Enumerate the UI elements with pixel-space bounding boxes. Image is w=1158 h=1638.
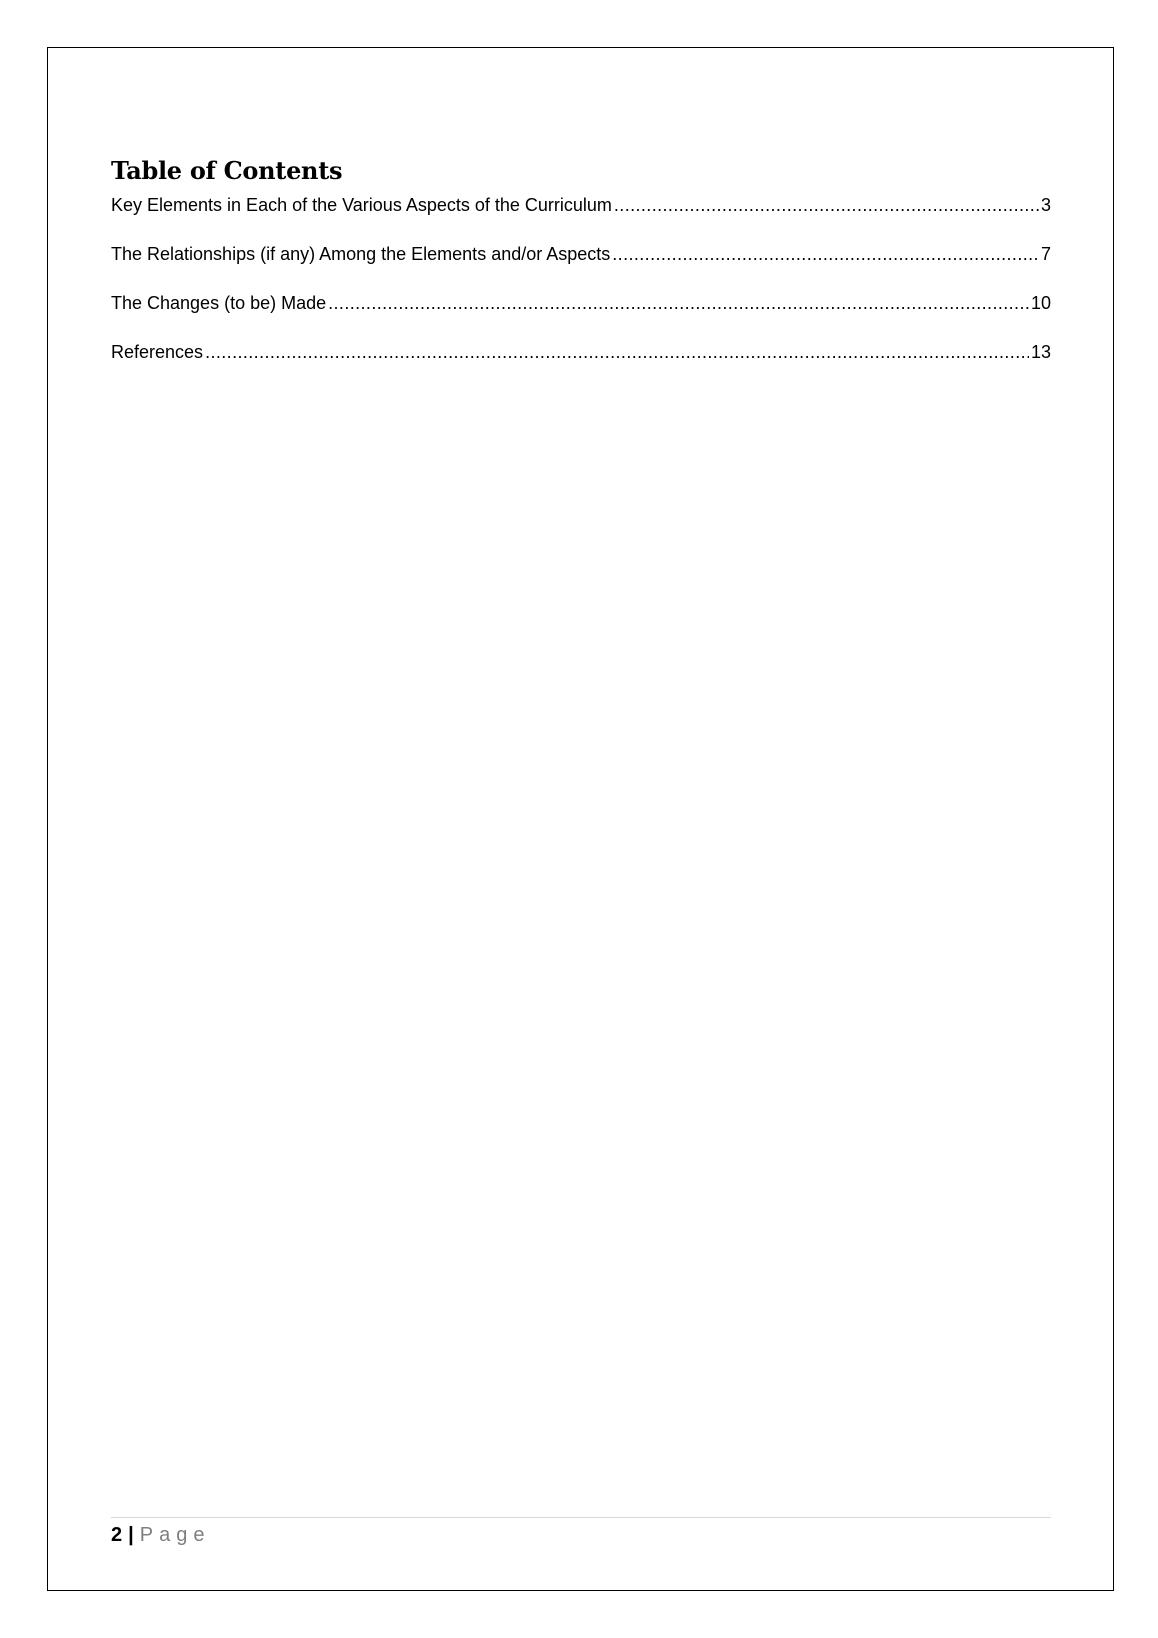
toc-entry[interactable] <box>111 291 1051 340</box>
toc-entry-page[interactable]: 10 <box>1030 293 1051 313</box>
toc-entry[interactable] <box>111 193 1051 242</box>
dot-leader <box>612 242 1039 266</box>
page-footer <box>111 1517 1051 1547</box>
toc-entry[interactable] <box>111 242 1051 291</box>
dot-leader <box>205 340 1029 364</box>
toc-entry-label[interactable]: The Changes (to be) Made <box>111 293 327 313</box>
toc-title: Table of Contents <box>111 156 343 185</box>
footer-page-word: Page <box>139 1524 211 1546</box>
toc-entry[interactable] <box>111 340 1051 389</box>
dot-leader <box>328 291 1029 315</box>
toc-entry-page[interactable]: 13 <box>1030 342 1051 362</box>
footer-page-number: 2 <box>111 1524 123 1546</box>
toc-entry-label[interactable]: Key Elements in Each of the Various Aspects of the Curriculum <box>111 195 612 215</box>
footer-separator: | <box>128 1524 134 1546</box>
table-of-contents <box>111 156 1051 389</box>
toc-entry-label[interactable]: References <box>111 342 204 362</box>
toc-entry-page[interactable]: 7 <box>1040 244 1051 264</box>
toc-list <box>111 193 1051 389</box>
dot-leader <box>614 193 1039 217</box>
toc-entry-label[interactable]: The Relationships (if any) Among the Elements and/or Aspects <box>111 244 611 264</box>
toc-entry-page[interactable]: 3 <box>1040 195 1051 215</box>
